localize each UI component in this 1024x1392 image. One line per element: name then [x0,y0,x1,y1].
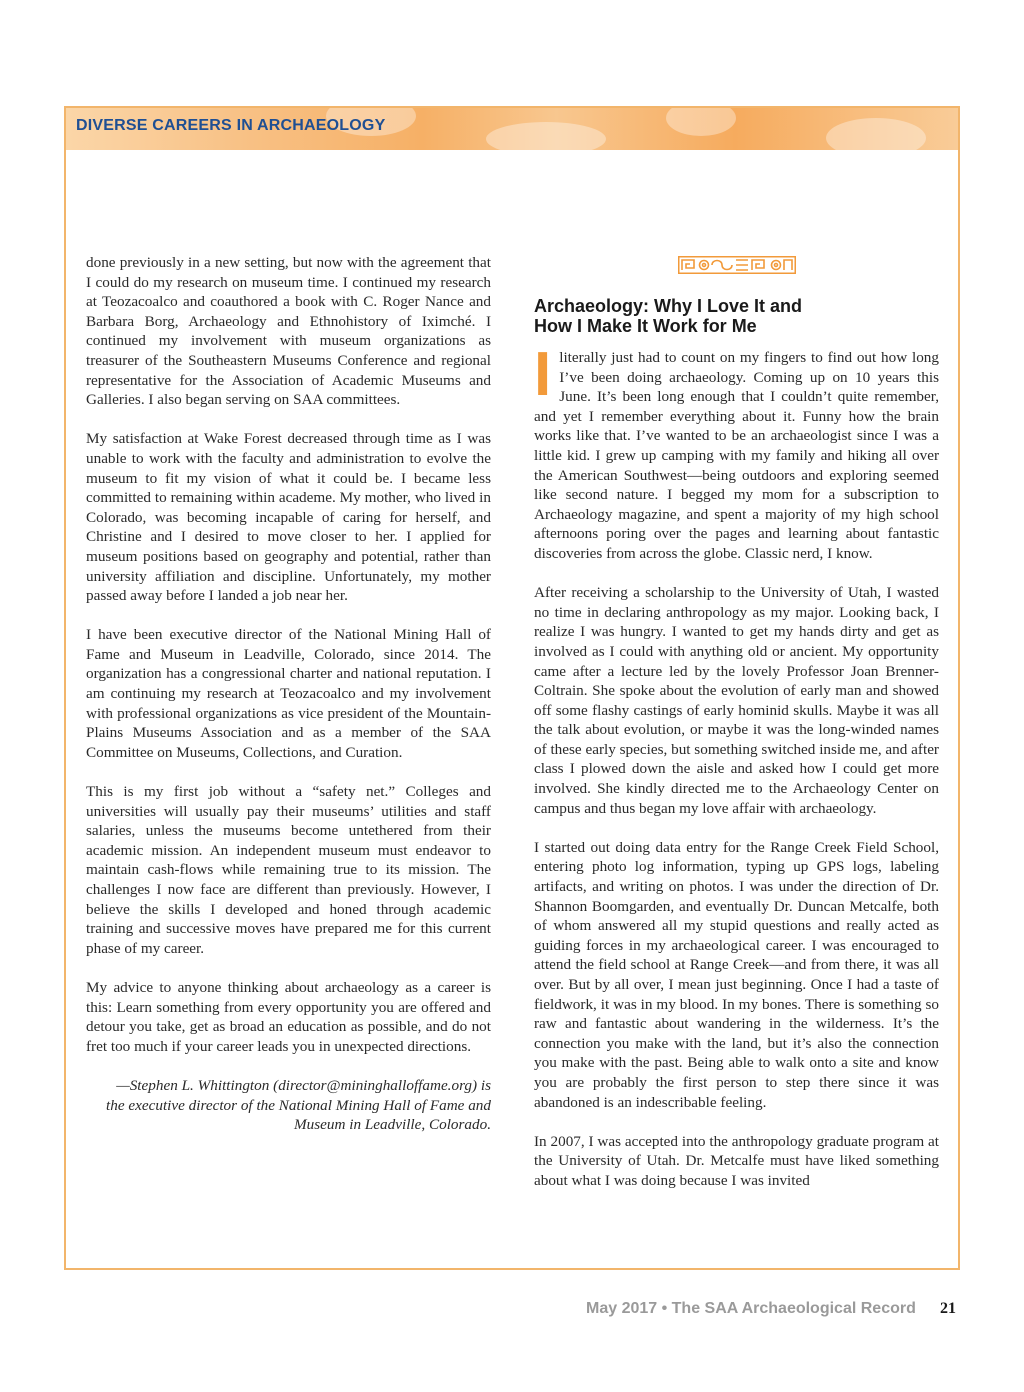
article-heading [534,296,939,336]
left-paragraph-3: I have been executive director of the National Mining Hall of Fame and Museum in Leadville, Colorado, since 2014. The organization has a congressional charter and national reputation. I am continuing my research at Teozacoalco and my involvement with professional organizations as vice president of the Mountain-Plains Museums Association and as a member of the SAA Committee on Museums, Collections, and Curation. [86,626,491,761]
left-paragraph-5: My advice to anyone thinking about archaeology as a career is this: Learn something from every opportunity you are offered and detour you take, get as broad an education as possible, and do not fret too much if your career leads you in unexpected directions. [86,978,491,1055]
right-paragraph-4: In 2007, I was accepted into the anthropology graduate program at the University of Utah. Dr. Metcalfe must have liked something about what I was doing because I was invited [534,1132,939,1189]
right-paragraph-2: After receiving a scholarship to the University of Utah, I wasted no time in declaring anthropology as my major. Looking back, I realize I was hungry. I wanted to get my hands dirty and get as involved as I could with anything old or ancient. My opportunity came after a lecture led by the lovely Professor Joan Brenner-Coltrain. She spoke about the evolution of early man and showed off some flashy castings of early hominid skulls. Maybe it was all the talk about evolution, or maybe it was the long-winded names of these early species, but something switched inside me, and after class I plowed down the aisle and asked how I could get more involved. She kindly directed me to the Archaeology Center on campus and thus began my love affair with archaeology. [534,584,939,817]
right-paragraph-3: I started out doing data entry for the Range Creek Field School, entering photo log information, typing up GPS logs, labeling artifacts, and writing on photos. I was under the direction of Dr. Shannon Boomgarden, and eventually Dr. Duncan Metcalfe, both of whom answered all my stupid questions and really acted as guiding forces in my archaeological career. I was encouraged to attend the field school at Range Creek—and from there, it was all over. But by all over, I mean just beginning. Once I had a taste of fieldwork, it was in my blood. In my bones. There is something so raw and fantastic about wandering in the wilderness. It’s the connection you make with the land, but it’s also the connection you make with the past. Being able to walk onto a site and know you are probably the first person to step there since it was abandoned is an indescribable feeling. [534,838,939,1111]
left-paragraph-4: This is my first job without a “safety net.” Colleges and universities will usually pay their museums’ utilities and staff salaries, unless the museums become untethered from their academic mission. An independent museum must endeavor to maintain cash-flows while remaining true to its mission. The challenges I now face are different than previously. However, I believe the skills I developed and honed through academic training and successive moves have prepared me for this current phase of my career. [86,783,491,957]
signature-line-3: Museum in Leadville, Colorado. [294,1116,491,1134]
left-paragraph-2: My satisfaction at Wake Forest decreased through time as I was unable to work with the faculty and administration to evolve the museum to fit my vision of what it could be. I became less committed to remaining within academe. My mother, who lived in Colorado, was becoming incapable of caring for herself, and Christine and I desired to move closer to her. I applied for museum positions based on geography and potential, rather than university affiliation and discipline. Unfortunately, my mother passed away before I landed a job near her. [86,430,491,605]
footer-issue: May 2017 • The SAA Archaeological Record [586,1300,916,1317]
right-paragraph-1 [534,340,939,564]
page-number: 21 [940,1300,956,1317]
heading-line-1: Archaeology: Why I Love It and [534,296,803,316]
section-title: DIVERSE CAREERS IN ARCHAEOLOGY [76,117,386,134]
drop-cap: I [534,340,552,409]
heading-line-2: How I Make It Work for Me [534,316,757,336]
left-column [86,253,491,1135]
left-paragraph-1: done previously in a new setting, but now with the agreement that I could do my research on museum time. I continued my research at Teozacoalco and coauthored a book with C. Roger Nance and Barbara Borg, Archaeology and Ethnohistory of Iximché. I continued my involvement with museum organizations as treasurer of the Southeastern Museums Conference and regional representative for the Association of Academic Museums and Galleries. I also began serving on SAA committees. [86,254,491,409]
right-paragraph-1-text: literally just had to count on my fingers to find out how long I’ve been doing archaeology. Coming up on 10 years this June. It’s been long enough that I couldn’t quite remember, and yet I remember everything about it. Funny how the brain works like that. I’ve wanted to be an archaeologist since I was a little kid. I grew up camping with my family and hiking all over the American Southwest—being outdoors and exploring seemed like second nature. I begged my mom for a subscription to Archaeology magazine, and spent a majority of my high school afternoons poring over the pages and learning about fantastic discoveries from across the globe. Classic nerd, I know. [534,349,939,562]
section-banner [66,108,958,150]
signature-line-1: —Stephen L. Whittington (director@mininghalloffame.org) is [116,1076,491,1094]
author-signature [86,1076,491,1135]
greek-key-ornament-icon [678,256,796,274]
signature-line-2: the executive director of the National Mining Hall of Fame and [106,1096,491,1114]
right-column [534,340,939,1210]
